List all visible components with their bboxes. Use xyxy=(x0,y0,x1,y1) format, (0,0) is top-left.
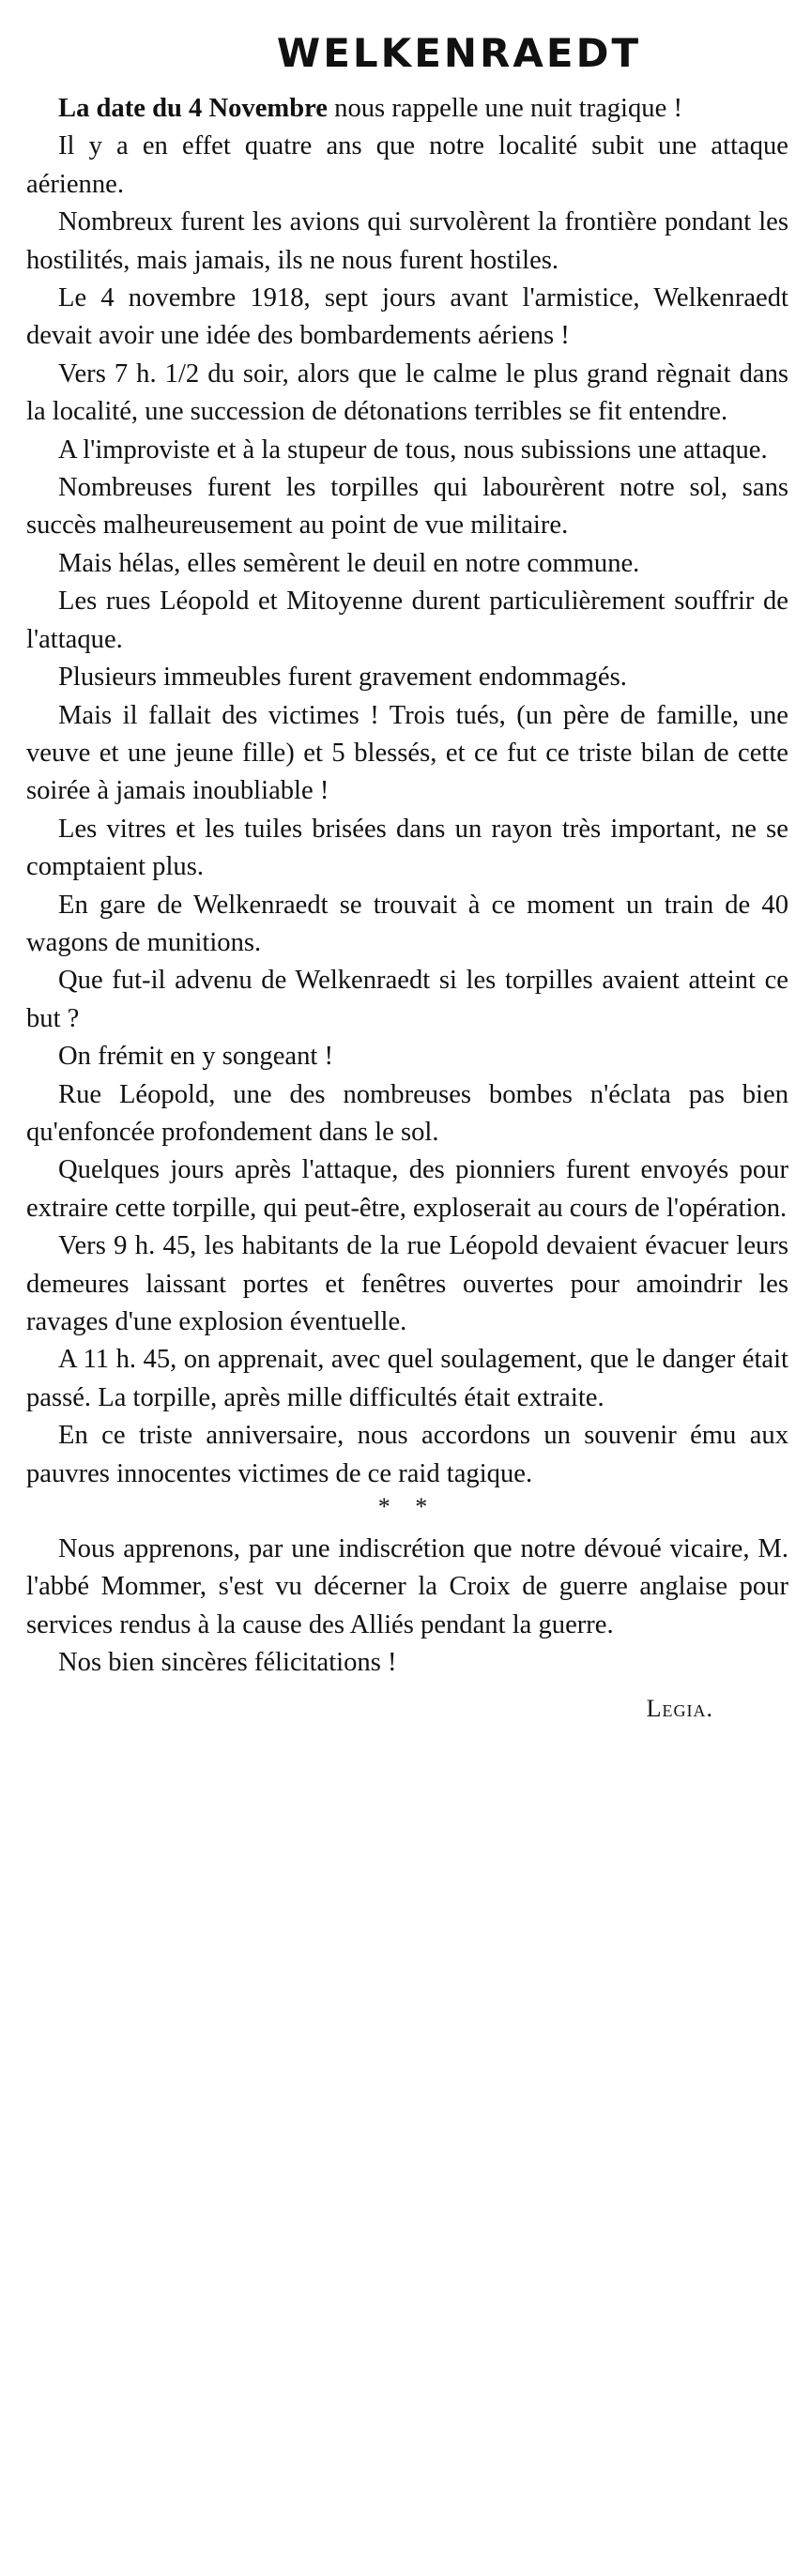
note-paragraph: Nos bien sincères félicitations ! xyxy=(58,1648,397,1678)
paragraph: Mais hélas, elles semèrent le deuil en notre commune. xyxy=(58,548,640,578)
paragraph: Vers 7 h. 1/2 du soir, alors que le calme le plus grand règnait dans la localité, une succession de détonations terribles se fit entendre. xyxy=(26,358,788,427)
lead-date: La date du 4 Novembre xyxy=(58,94,328,123)
paragraph: Mais il fallait des victimes ! Trois tués, (un père de famille, une veuve et une jeune fille) et 5 blessés, et ce fut ce triste bilan de cette soirée à jamais inoubliable ! xyxy=(26,700,788,806)
signature: Legia. xyxy=(646,1694,713,1722)
lead-text: nous rappelle une nuit tragique ! xyxy=(328,94,682,123)
paragraph: Le 4 novembre 1918, sept jours avant l'armistice, Welkenraedt devait avoir une idée des bombardements aériens ! xyxy=(26,283,788,351)
paragraph: Quelques jours après l'attaque, des pionniers furent envoyés pour extraire cette torpille, qui peut-être, exploserait au cours de l'opération. xyxy=(26,1155,788,1223)
paragraph: Nombreuses furent les torpilles qui labourèrent notre sol, sans succès malheureusement au point de vue militaire. xyxy=(26,473,788,541)
lead-paragraph xyxy=(26,90,788,128)
paragraph: Plusieurs immeubles furent gravement endommagés. xyxy=(58,663,627,693)
paragraph: Vers 9 h. 45, les habitants de la rue Léopold devaient évacuer leurs demeures laissant portes et fenêtres ouvertes pour amoindrir les ravages d'une explosion éventuelle. xyxy=(26,1231,788,1336)
paragraph: Rue Léopold, une des nombreuses bombes n'éclata pas bien qu'enfoncée profondement dans le sol. xyxy=(26,1079,788,1147)
note-paragraph: Nous apprenons, par une indiscrétion que notre dévoué vicaire, M. l'abbé Mommer, s'est vu décerner la Croix de guerre anglaise pour services rendus à la cause des Alliés pendant la guerre. xyxy=(26,1534,788,1639)
paragraph: On frémit en y songeant ! xyxy=(58,1042,334,1072)
asterism-separator: * * xyxy=(377,1493,437,1521)
paragraph: Nombreux furent les avions qui survolèrent la frontière pondant les hostilités, mais jamais, ils ne nous furent hostiles. xyxy=(26,207,788,275)
paragraph: Que fut-il advenu de Welkenraedt si les torpilles avaient atteint ce but ? xyxy=(26,966,788,1033)
paragraph: A l'improviste et à la stupeur de tous, nous subissions une attaque. xyxy=(58,434,768,465)
paragraph: En ce triste anniversaire, nous accordons un souvenir ému aux pauvres innocentes victimes de ce raid tagique. xyxy=(26,1421,788,1488)
headline: WELKENRAEDT xyxy=(276,30,642,76)
paragraph: A 11 h. 45, on apprenait, avec quel soulagement, que le danger était passé. La torpille, après mille difficultés était extraite. xyxy=(26,1345,788,1412)
paragraph: Il y a en effet quatre ans que notre localité subit une attaque aérienne. xyxy=(26,131,788,199)
paragraph: Les rues Léopold et Mitoyenne durent particulièrement souffrir de l'attaque. xyxy=(26,587,788,654)
article-body xyxy=(26,90,788,1728)
paragraph: Les vitres et les tuiles brisées dans un rayon très important, ne se comptaient plus. xyxy=(26,814,788,882)
paragraph: En gare de Welkenraedt se trouvait à ce moment un train de 40 wagons de munitions. xyxy=(26,890,788,957)
